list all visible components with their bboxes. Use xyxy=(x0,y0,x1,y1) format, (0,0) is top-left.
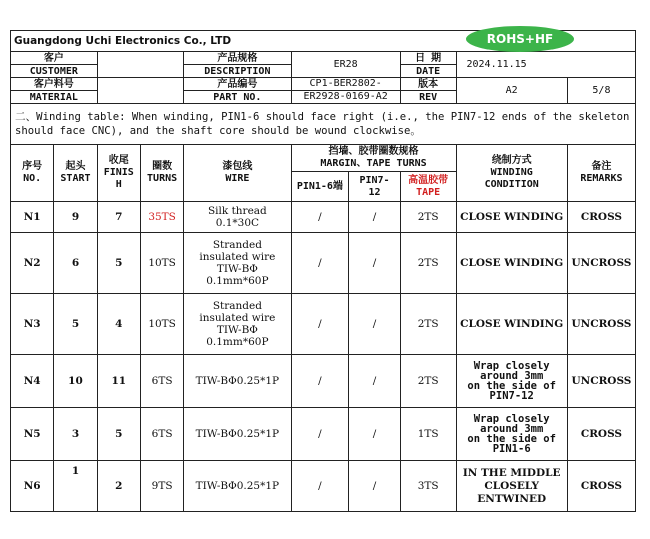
row-remarks: UNCROSS xyxy=(567,355,635,408)
row-condition-line: on the side of PIN1-6 xyxy=(467,433,556,455)
row-tape: 2TS xyxy=(400,355,456,408)
table-row xyxy=(11,408,636,461)
col-pin1-6: PIN1-6端 xyxy=(291,172,349,202)
row-finish: 5 xyxy=(97,233,140,294)
row-no: N3 xyxy=(11,294,54,355)
part-label-en: PART NO. xyxy=(184,91,291,104)
part-label-cn: 产品编号 xyxy=(184,78,291,91)
row-wire-line: 0.1*30C xyxy=(215,217,260,229)
col-condition-cn: 绕制方式 xyxy=(491,155,532,166)
row-remarks: CROSS xyxy=(567,408,635,461)
date-value: 2024.11.15 xyxy=(456,52,636,78)
row-condition-line: IN THE MIDDLE xyxy=(462,466,561,479)
col-finish xyxy=(97,145,140,202)
col-remarks xyxy=(567,145,635,202)
row-remarks: UNCROSS xyxy=(567,294,635,355)
row-finish: 2 xyxy=(97,461,140,512)
row-wire-line: 0.1mm*60P xyxy=(206,336,269,348)
row-start: 10 xyxy=(54,355,97,408)
row-pin7-12: / xyxy=(349,355,401,408)
page-number: 5/8 xyxy=(567,78,635,104)
col-start-cn: 起头 xyxy=(65,161,86,172)
table-row xyxy=(11,233,636,294)
row-pin1-6: / xyxy=(291,233,349,294)
row-wire-line: TIW-BΦ xyxy=(216,263,258,275)
header-row-1a xyxy=(11,52,636,65)
customer-label-en: CUSTOMER xyxy=(11,65,98,78)
col-wire-en: WIRE xyxy=(225,173,250,184)
row-start: 6 xyxy=(54,233,97,294)
col-tape-en: TAPE xyxy=(416,186,441,198)
row-wire: TIW-BΦ0.25*1P xyxy=(184,461,291,512)
row-wire-line: TIW-BΦ xyxy=(216,324,258,336)
spec-table xyxy=(10,30,636,512)
col-condition-en-2: CONDITION xyxy=(484,179,539,190)
row-wire: TIW-BΦ0.25*1P xyxy=(184,355,291,408)
rev-value: A2 xyxy=(456,78,567,104)
description-label-en: DESCRIPTION xyxy=(184,65,291,78)
col-margin xyxy=(291,145,456,172)
row-turns: 10TS xyxy=(140,294,183,355)
description-label-cn: 产品规格 xyxy=(184,52,291,65)
col-condition-en-1: WINDING xyxy=(490,167,533,178)
row-no: N4 xyxy=(11,355,54,408)
table-row xyxy=(11,461,636,512)
table-row xyxy=(11,202,636,233)
row-remarks: CROSS xyxy=(567,461,635,512)
row-tape: 2TS xyxy=(400,202,456,233)
row-turns: 6TS xyxy=(140,355,183,408)
row-tape: 3TS xyxy=(400,461,456,512)
col-no-en: NO. xyxy=(23,173,42,184)
customer-label-cn: 客户 xyxy=(11,52,98,65)
date-label-en: DATE xyxy=(400,65,456,78)
row-pin7-12: / xyxy=(349,233,401,294)
col-remarks-cn: 备注 xyxy=(591,161,612,172)
row-start: 9 xyxy=(54,202,97,233)
col-margin-cn: 挡墙、胶带圈数规格 xyxy=(328,146,419,157)
row-remarks: CROSS xyxy=(567,202,635,233)
row-no: N6 xyxy=(11,461,54,512)
row-turns: 6TS xyxy=(140,408,183,461)
row-wire-line: Stranded xyxy=(212,239,262,251)
row-pin7-12: / xyxy=(349,294,401,355)
row-condition-line: CLOSELY ENTWINED xyxy=(477,479,547,505)
col-finish-cn: 收尾 xyxy=(108,155,129,166)
col-tape-cn: 高温胶带 xyxy=(408,174,449,186)
row-turns: 35TS xyxy=(140,202,183,233)
row-condition-line: on the side of PIN7-12 xyxy=(467,380,556,402)
col-turns-cn: 圈数 xyxy=(152,161,173,172)
col-wire-cn: 漆包线 xyxy=(222,161,253,172)
row-wire-line: Silk thread xyxy=(207,205,267,217)
row-condition: CLOSE WINDING xyxy=(456,202,567,233)
header-row-2a xyxy=(11,78,636,91)
part-value-line2: ER2928-0169-A2 xyxy=(291,91,400,104)
row-pin1-6: / xyxy=(291,294,349,355)
col-turns xyxy=(140,145,183,202)
material-label-en: MATERIAL xyxy=(11,91,98,104)
row-tape: 2TS xyxy=(400,233,456,294)
table-row xyxy=(11,355,636,408)
material-value xyxy=(97,78,184,104)
col-wire xyxy=(184,145,291,202)
row-wire xyxy=(184,294,291,355)
row-wire xyxy=(184,202,291,233)
col-start xyxy=(54,145,97,202)
col-pin7-12: PIN7- 12 xyxy=(349,172,401,202)
row-no: N1 xyxy=(11,202,54,233)
col-finish-en: FINIS H xyxy=(103,167,134,190)
col-condition xyxy=(456,145,567,202)
row-start: 5 xyxy=(54,294,97,355)
row-pin7-12: / xyxy=(349,461,401,512)
row-condition-line: Wrap closely around 3mm xyxy=(473,360,550,382)
row-no: N2 xyxy=(11,233,54,294)
row-wire xyxy=(184,233,291,294)
row-pin1-6: / xyxy=(291,408,349,461)
date-label-cn: 日 期 xyxy=(400,52,456,65)
row-start: 1 xyxy=(54,461,97,512)
description-value: ER28 xyxy=(291,52,400,78)
row-remarks: UNCROSS xyxy=(567,233,635,294)
row-pin7-12: / xyxy=(349,202,401,233)
row-wire: TIW-BΦ0.25*1P xyxy=(184,408,291,461)
row-pin1-6: / xyxy=(291,202,349,233)
col-start-en: START xyxy=(60,173,91,184)
column-header-row-1 xyxy=(11,145,636,172)
row-tape: 2TS xyxy=(400,294,456,355)
col-remarks-en: REMARKS xyxy=(580,173,623,184)
row-wire-line: Stranded xyxy=(212,300,262,312)
row-turns: 10TS xyxy=(140,233,183,294)
row-finish: 4 xyxy=(97,294,140,355)
row-condition: CLOSE WINDING xyxy=(456,233,567,294)
row-tape: 1TS xyxy=(400,408,456,461)
winding-spec-sheet xyxy=(10,30,636,512)
row-condition xyxy=(456,355,567,408)
col-no-cn: 序号 xyxy=(22,161,43,172)
rev-label-cn: 版本 xyxy=(400,78,456,91)
part-value-line1: CP1-BER2802- xyxy=(291,78,400,91)
material-label-cn: 客户料号 xyxy=(11,78,98,91)
winding-note: 二、Winding table: When winding, PIN1-6 should face right (i.e., the PIN7-12 ends of the skeleton should face CNC), and the shaft core should be wound clockwise。 xyxy=(11,104,636,145)
row-no: N5 xyxy=(11,408,54,461)
table-row xyxy=(11,294,636,355)
row-condition xyxy=(456,461,567,512)
col-turns-en: TURNS xyxy=(147,173,178,184)
row-turns: 9TS xyxy=(140,461,183,512)
note-row xyxy=(11,104,636,145)
col-margin-en: MARGIN、TAPE TURNS xyxy=(320,158,427,169)
row-finish: 5 xyxy=(97,408,140,461)
row-wire-line: 0.1mm*60P xyxy=(206,275,269,287)
customer-value xyxy=(97,52,184,78)
row-pin1-6: / xyxy=(291,355,349,408)
company-name: Guangdong Uchi Electronics Co., LTD xyxy=(11,31,636,52)
rev-label-en: REV xyxy=(400,91,456,104)
row-start: 3 xyxy=(54,408,97,461)
row-condition xyxy=(456,408,567,461)
row-condition: CLOSE WINDING xyxy=(456,294,567,355)
row-pin7-12: / xyxy=(349,408,401,461)
col-tape xyxy=(400,172,456,202)
row-pin1-6: / xyxy=(291,461,349,512)
row-finish: 11 xyxy=(97,355,140,408)
col-no xyxy=(11,145,54,202)
row-wire-line: insulated wire xyxy=(199,312,276,324)
row-condition-line: Wrap closely around 3mm xyxy=(473,413,550,435)
rohs-hf-badge: ROHS+HF xyxy=(466,26,574,52)
row-wire-line: insulated wire xyxy=(199,251,276,263)
row-finish: 7 xyxy=(97,202,140,233)
